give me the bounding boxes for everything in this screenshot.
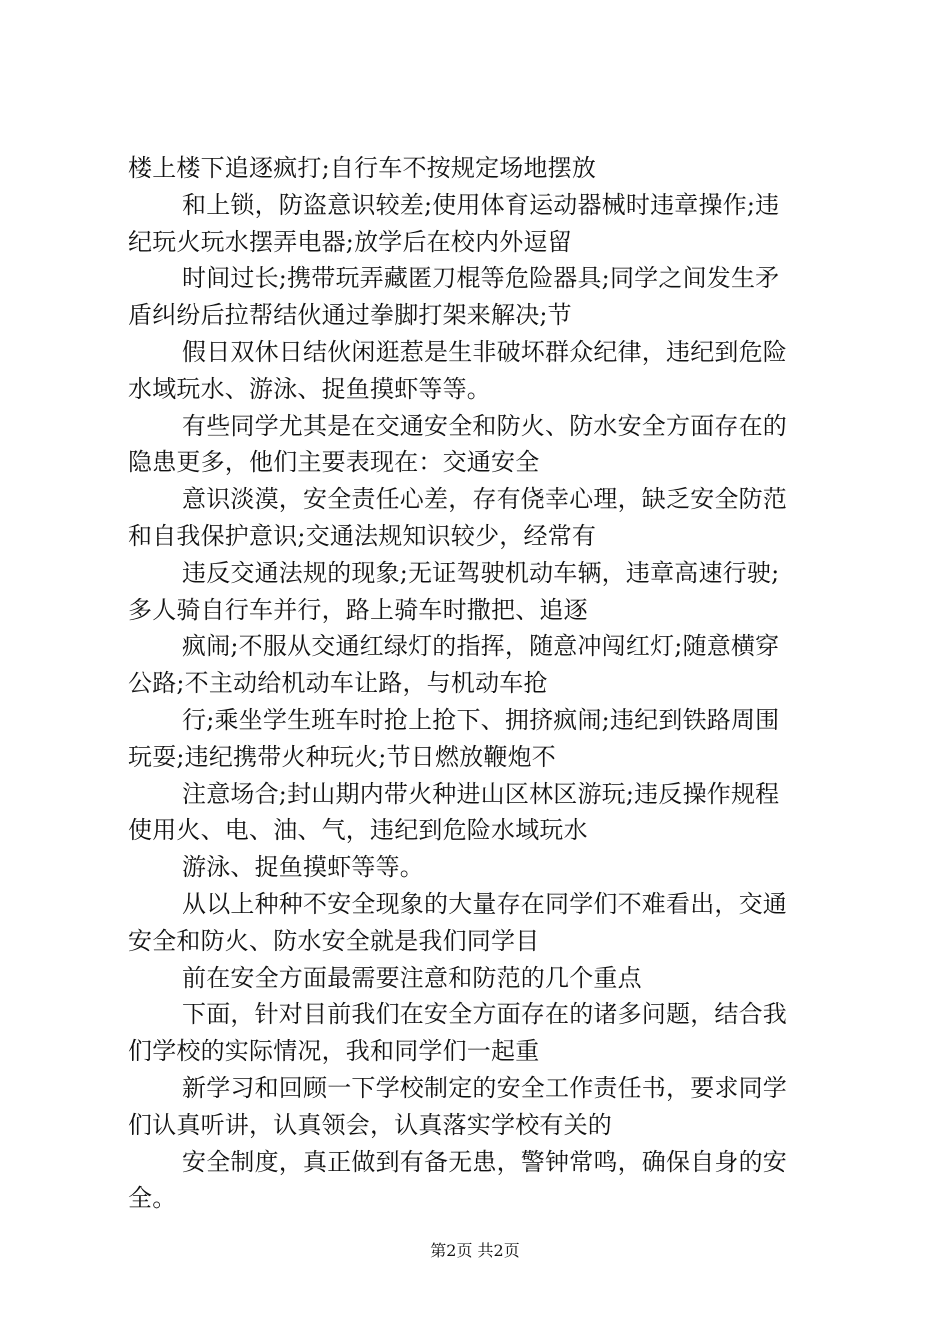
text-line: 安全和防火、防水安全就是我们同学目 (128, 926, 540, 955)
text-line: 们认真听讲，认真领会，认真落实学校有关的 (128, 1110, 612, 1139)
text-line: 们学校的实际情况，我和同学们一起重 (128, 1037, 540, 1066)
text-line: 安全制度，真正做到有备无患，警钟常鸣，确保自身的安 (182, 1147, 787, 1176)
text-line: 多人骑自行车并行，路上骑车时撒把、追逐 (128, 595, 588, 624)
body-text (128, 150, 838, 1217)
text-line: 使用火、电、油、气，违纪到危险水域玩水 (128, 816, 588, 845)
text-line: 行;乘坐学生班车时抢上抢下、拥挤疯闹;违纪到铁路周围 (182, 705, 780, 734)
text-line: 疯闹;不服从交通红绿灯的指挥，随意冲闯红灯;随意横穿 (182, 632, 780, 661)
text-line: 下面，针对目前我们在安全方面存在的诸多问题，结合我 (182, 1000, 787, 1029)
text-line: 意识淡漠，安全责任心差，存有侥幸心理，缺乏安全防范 (182, 485, 787, 514)
text-line: 和上锁，防盗意识较差;使用体育运动器械时违章操作;违 (182, 190, 780, 219)
text-line: 新学习和回顾一下学校制定的安全工作责任书，要求同学 (182, 1073, 787, 1102)
text-line: 游泳、捉鱼摸虾等等。 (182, 853, 424, 882)
text-line: 和自我保护意识;交通法规知识较少，经常有 (128, 521, 597, 550)
text-line: 违反交通法规的现象;无证驾驶机动车辆，违章高速行驶; (182, 558, 780, 587)
text-line: 公路;不主动给机动车让路，与机动车抢 (128, 669, 548, 698)
text-line: 注意场合;封山期内带火种进山区林区游玩;违反操作规程 (182, 779, 780, 808)
text-line: 全。 (128, 1184, 177, 1213)
text-line: 隐患更多，他们主要表现在：交通安全 (128, 448, 540, 477)
text-line: 假日双休日结伙闲逛惹是生非破坏群众纪律，违纪到危险 (182, 337, 787, 366)
text-line: 从以上种种不安全现象的大量存在同学们不难看出，交通 (182, 889, 787, 918)
text-line: 时间过长;携带玩弄藏匿刀棍等危险器具;同学之间发生矛 (182, 264, 780, 293)
text-line: 纪玩火玩水摆弄电器;放学后在校内外逗留 (128, 227, 572, 256)
text-line: 盾纠纷后拉帮结伙通过拳脚打架来解决;节 (128, 301, 572, 330)
text-line: 有些同学尤其是在交通安全和防火、防水安全方面存在的 (182, 411, 787, 440)
text-line: 玩耍;违纪携带火种玩火;节日燃放鞭炮不 (128, 742, 556, 771)
text-line: 楼上楼下追逐疯打;自行车不按规定场地摆放 (128, 154, 597, 182)
text-line: 前在安全方面最需要注意和防范的几个重点 (182, 963, 642, 992)
page-footer: 第2页 共2页 (430, 1241, 520, 1260)
text-line: 水域玩水、游泳、捉鱼摸虾等等。 (128, 374, 491, 403)
